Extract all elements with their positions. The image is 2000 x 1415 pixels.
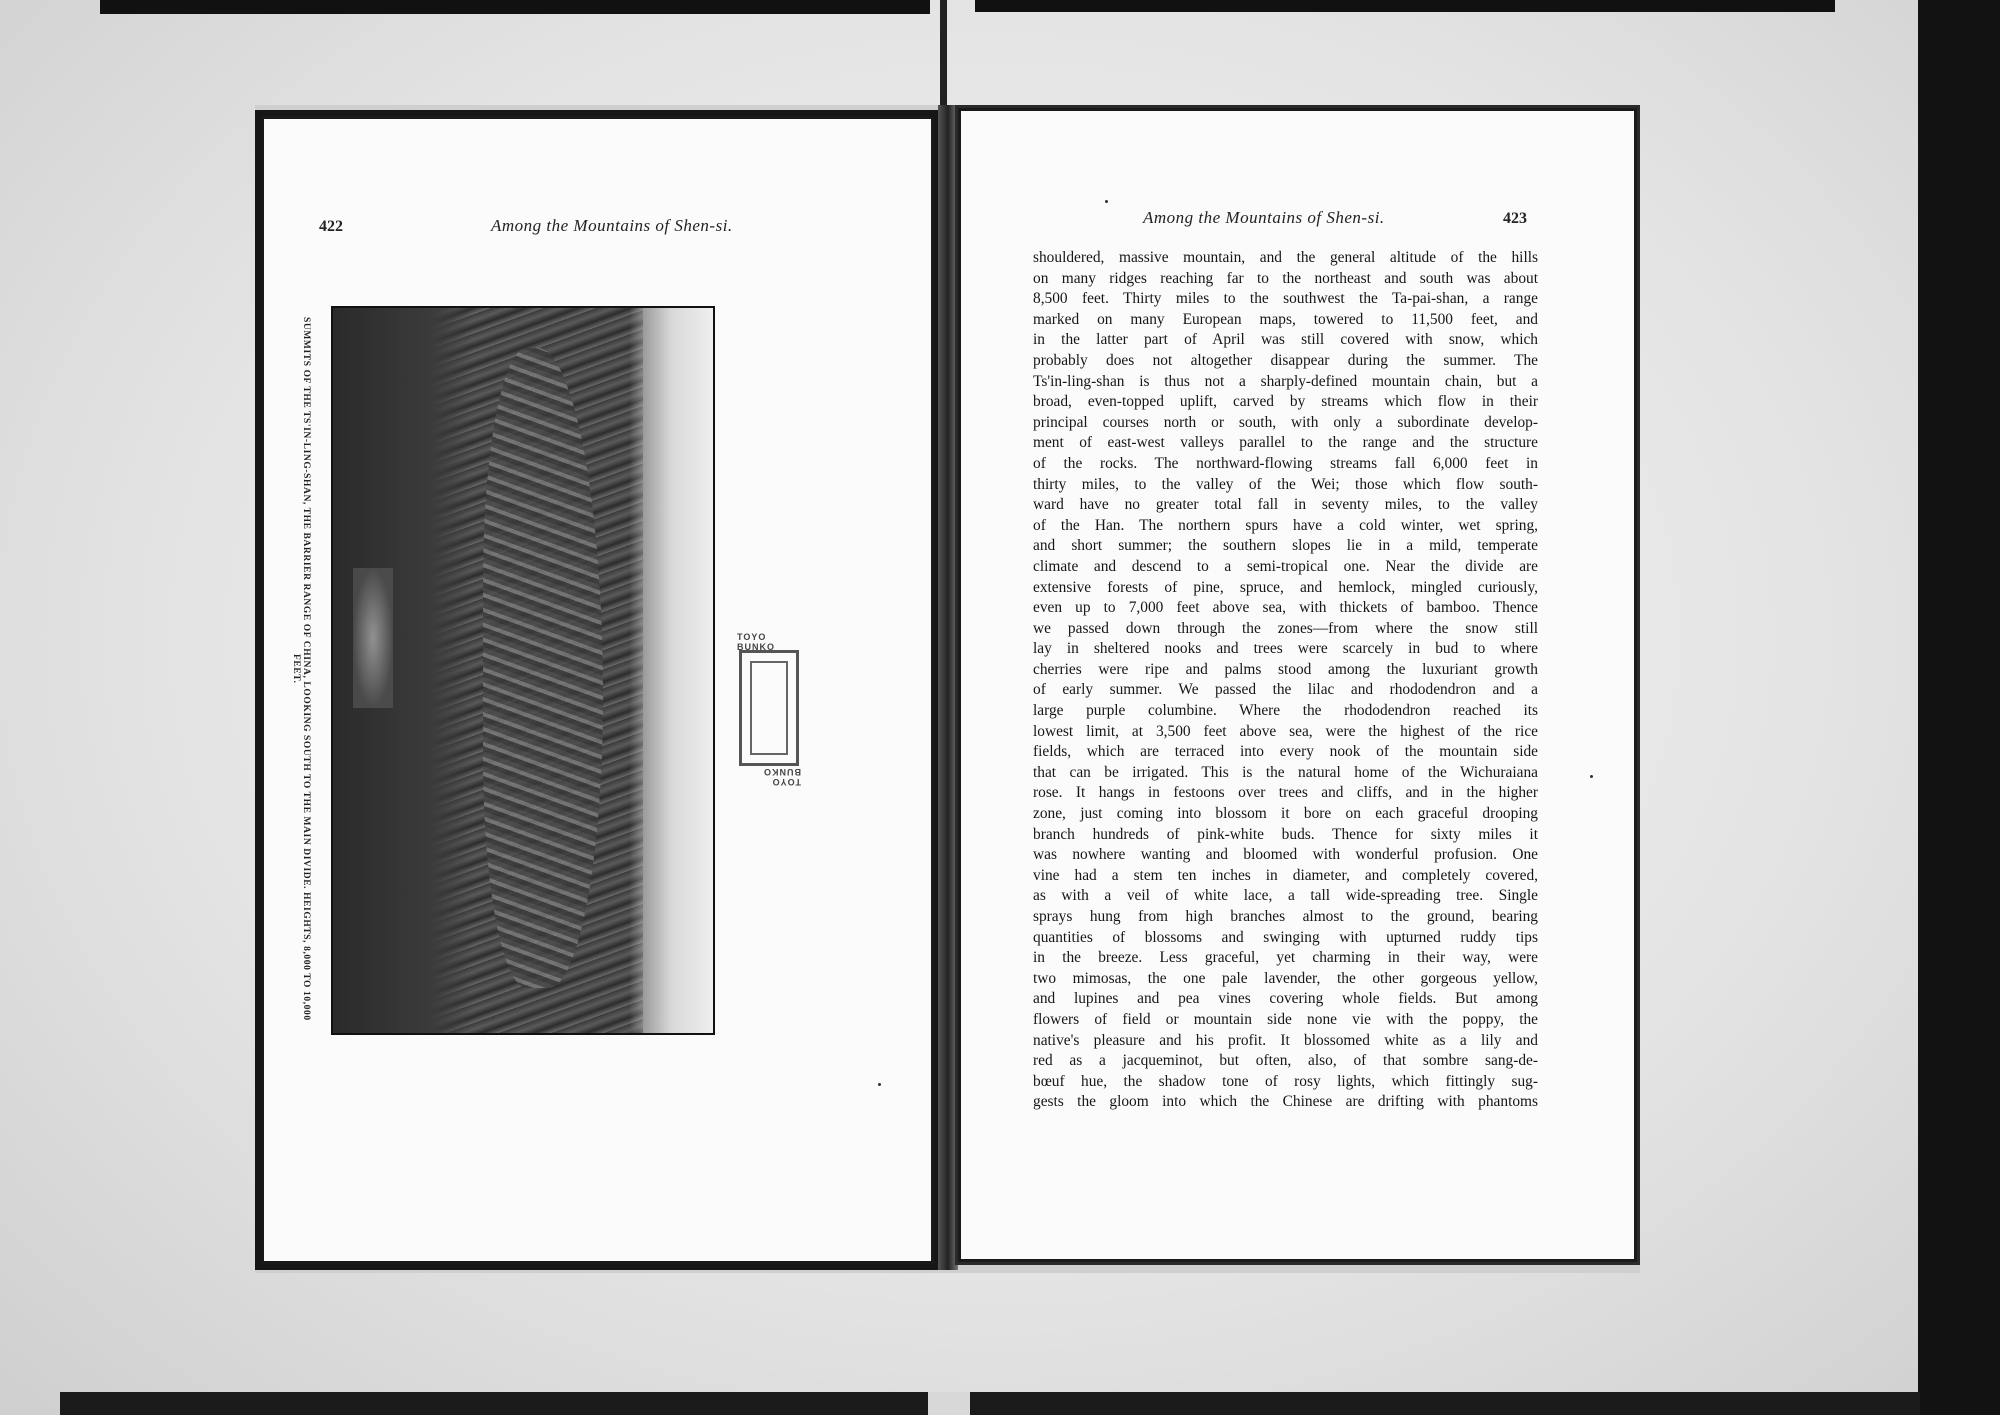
scan-speck [878,1083,881,1086]
text-line: principal courses north or south, with only a subordinate develop- [1033,413,1538,431]
text-line: broad, even-topped uplift, carved by streams which flow in their [1033,393,1538,411]
text-line: two mimosas, the one pale lavender, the other gorgeous yellow, [1033,969,1538,987]
plate-sky [643,308,713,1033]
scanner-frame-right [1918,0,2000,1415]
plate-caption: SUMMITS OF THE TS'IN-LING-SHAN, THE BARRIER RANGE OF CHINA, LOOKING SOUTH TO THE MAIN DIVIDE. HEIGHTS, 8,000 TO 10,000 FEET. [291,316,311,1021]
right-running-head: Among the Mountains of Shen-si. [1143,208,1385,227]
text-line: even up to 7,000 feet above sea, with thickets of bamboo. Thence [1033,599,1538,617]
text-line: as with a veil of white lace, a tall wide-spreading tree. Single [1033,887,1538,905]
stamp-seal [739,650,799,766]
right-page [955,105,1640,1265]
text-line: shouldered, massive mountain, and the general altitude of the hills [1033,249,1538,266]
text-line: lay in sheltered nooks and trees were scarcely in bud to where [1033,640,1538,658]
scan-speck [1105,200,1108,203]
left-running-head: Among the Mountains of Shen-si. [491,216,733,235]
mountain-photograph-plate [331,306,715,1035]
text-line: on many ridges reaching far to the northeast and south was about [1033,269,1538,287]
text-line: extensive forests of pine, spruce, and hemlock, mingled curiously, [1033,578,1538,596]
text-line: zone, just coming into blossom it bore on each graceful drooping [1033,805,1538,823]
library-stamp [735,632,801,822]
text-line: in the latter part of April was still covered with snow, which [1033,331,1538,349]
text-line: Ts'in-ling-shan is thus not a sharply-defined mountain chain, but a [1033,372,1538,390]
right-page-number: 423 [1503,210,1527,227]
open-book [255,105,1640,1273]
stamp-bottom-text: TOYO BUNKO [763,767,801,787]
text-line: of early summer. We passed the lilac and rhododendron and a [1033,681,1538,699]
text-line: quantities of blossoms and swinging with upturned ruddy tips [1033,928,1538,946]
book-spine-edge [940,0,947,120]
scanner-frame-top-left [100,0,930,14]
text-line: sprays hung from high branches almost to the ground, bearing [1033,908,1538,925]
text-line: 8,500 feet. Thirty miles to the southwest the Ta-pai-shan, a range [1033,290,1538,308]
text-line: probably does not altogether disappear during the summer. The [1033,351,1538,369]
text-line: ment of east-west valleys parallel to the range and the structure [1033,434,1538,452]
text-line: flowers of field or mountain side none vie with the poppy, the [1033,1010,1538,1028]
stamp-top-text: TOYO BUNKO [737,632,775,652]
text-line: gests the gloom into which the Chinese are drifting with phantoms [1033,1093,1538,1111]
text-line: and lupines and pea vines covering whole fields. But among [1033,990,1538,1008]
text-line: in the breeze. Less graceful, yet charming in their way, were [1033,949,1538,967]
text-line: thirty miles, to the valley of the Wei; those which flow south- [1033,475,1538,493]
text-line: climate and descend to a semi-tropical one. Near the divide are [1033,557,1538,575]
plate-snow-patch [353,568,393,708]
body-text [1033,248,1538,1113]
text-line: was nowhere wanting and bloomed with wonderful profusion. One [1033,846,1538,864]
text-line: red as a jacqueminot, but often, also, of that sombre sang-de- [1033,1052,1538,1070]
text-line: branch hundreds of pink-white buds. Thence for sixty miles it [1033,825,1538,843]
text-line: that can be irrigated. This is the natural home of the Wichuraiana [1033,763,1538,781]
text-line: cherries were ripe and palms stood among the luxuriant growth [1033,660,1538,678]
text-line: fields, which are terraced into every nook of the mountain side [1033,743,1538,761]
text-line: ward have no greater total fall in seventy miles, to the valley [1033,496,1538,514]
plate-mid-ridges [483,348,603,988]
text-line: of the rocks. The northward-flowing streams fall 6,000 feet in [1033,454,1538,472]
left-page-number: 422 [319,218,343,235]
text-line: rose. It hangs in festoons over trees and cliffs, and in the higher [1033,784,1538,802]
left-page [255,110,940,1270]
text-line: vine had a stem ten inches in diameter, and completely covered, [1033,866,1538,884]
text-line: lowest limit, at 3,500 feet above sea, were the highest of the rice [1033,722,1538,740]
text-line: marked on many European maps, towered to 11,500 feet, and [1033,310,1538,328]
text-line: of the Han. The northern spurs have a cold winter, wet spring, [1033,516,1538,534]
scan-speck [1590,775,1593,778]
text-line: bœuf hue, the shadow tone of rosy lights, which fittingly sug- [1033,1072,1538,1090]
text-line: we passed down through the zones—from where the snow still [1033,619,1538,637]
text-line: large purple columbine. Where the rhododendron reached its [1033,702,1538,720]
scanner-frame-bottom [60,1392,1920,1415]
text-line: and short summer; the southern slopes lie in a mild, temperate [1033,537,1538,555]
scanner-frame-bottom-gap [928,1392,970,1415]
text-line: native's pleasure and his profit. It blossomed white as a lily and [1033,1031,1538,1049]
scanner-frame-top-right [975,0,1835,12]
